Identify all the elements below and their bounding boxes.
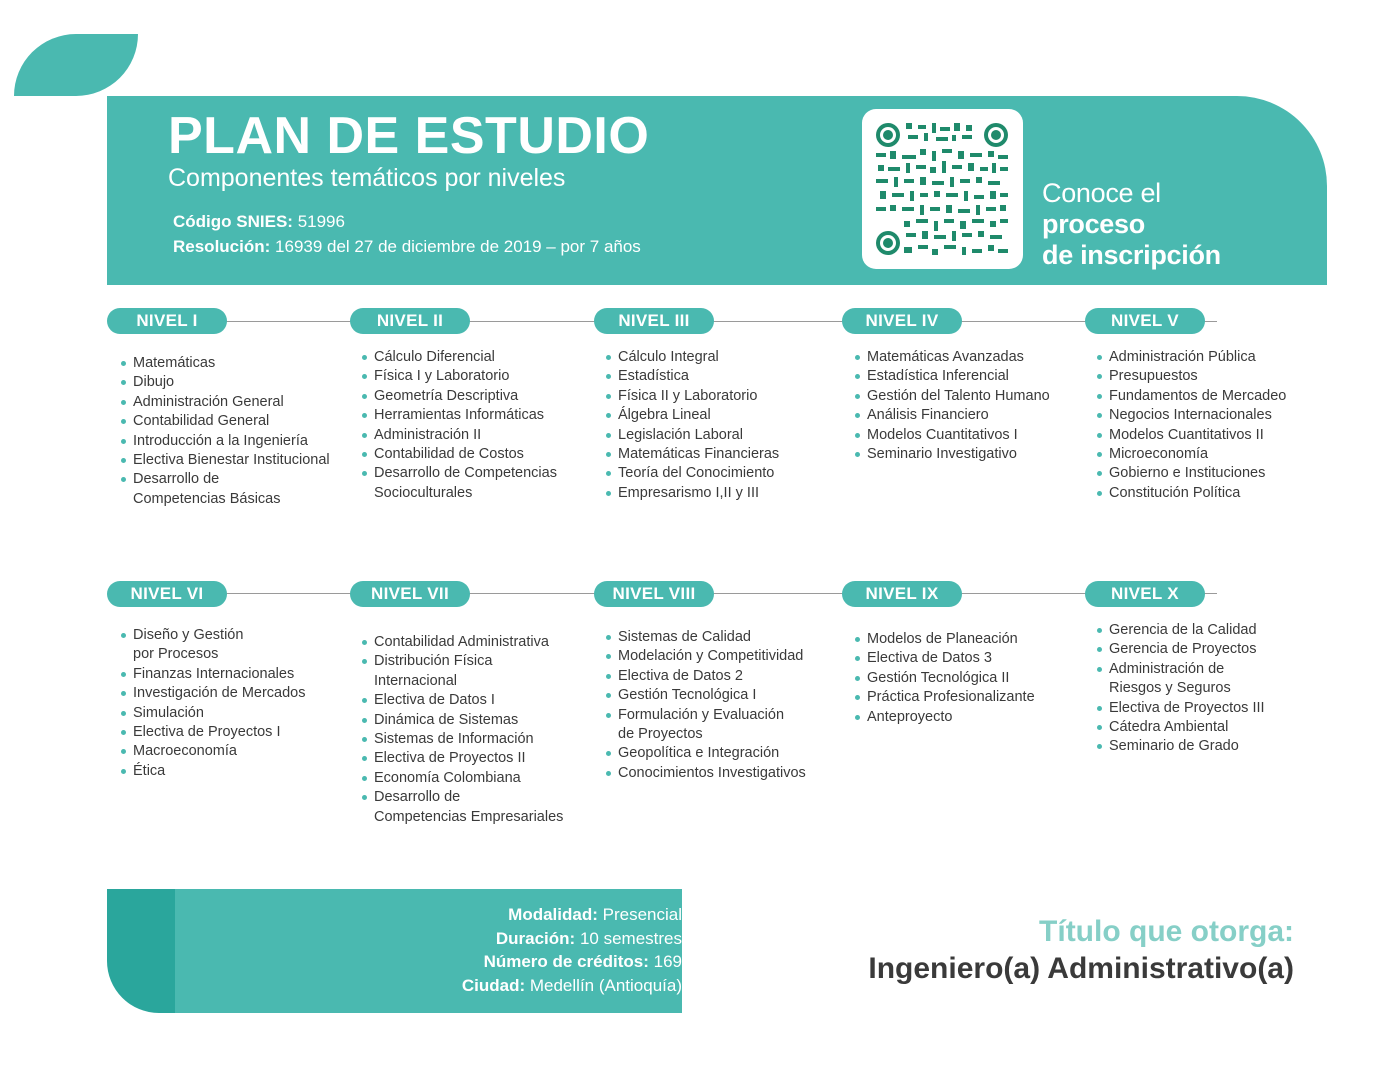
course-item: Modelos Cuantitativos II xyxy=(1097,426,1286,445)
course-item: Administración General xyxy=(121,393,330,412)
course-item: Matemáticas Financieras xyxy=(606,445,779,464)
course-item: Introducción a la Ingeniería xyxy=(121,432,330,451)
course-item: Matemáticas Avanzadas xyxy=(855,348,1050,367)
course-item: Contabilidad Administrativa xyxy=(362,633,563,652)
level-badge: NIVEL II xyxy=(350,308,470,334)
course-list xyxy=(121,626,306,781)
course-item: Dibujo xyxy=(121,373,330,392)
creditos-value: 169 xyxy=(653,952,682,971)
course-item: Geopolítica e Integración xyxy=(606,744,806,763)
course-item: Gerencia de la Calidad xyxy=(1097,621,1265,640)
course-item: Administración de xyxy=(1097,660,1265,679)
course-item: Cálculo Diferencial xyxy=(362,348,557,367)
snies-label: Código SNIES: xyxy=(173,212,293,231)
creditos-row xyxy=(462,950,682,974)
decorative-leaf xyxy=(14,34,138,96)
level-badge: NIVEL III xyxy=(594,308,714,334)
course-item: Desarrollo de xyxy=(121,470,330,489)
course-item: Legislación Laboral xyxy=(606,426,779,445)
ciudad-label: Ciudad: xyxy=(461,975,526,995)
level-badge: NIVEL VIII xyxy=(594,581,714,607)
course-item-continued: Riesgos y Seguros xyxy=(1109,680,1231,697)
course-item: Electiva de Datos I xyxy=(362,691,563,710)
program-info xyxy=(462,903,682,997)
course-item: Investigación de Mercados xyxy=(121,684,306,703)
page-title: PLAN DE ESTUDIO xyxy=(168,107,650,165)
course-item: Álgebra Lineal xyxy=(606,406,779,425)
course-item: Análisis Financiero xyxy=(855,406,1050,425)
qr-card[interactable] xyxy=(862,109,1023,269)
course-item: Sistemas de Calidad xyxy=(606,628,806,647)
course-item: Sistemas de Información xyxy=(362,730,563,749)
course-item: Fundamentos de Mercadeo xyxy=(1097,387,1286,406)
degree-title-label: Título que otorga: xyxy=(1039,915,1294,948)
course-item: Cátedra Ambiental xyxy=(1097,718,1265,737)
modalidad-value: Presencial xyxy=(602,905,682,924)
resolution xyxy=(173,235,641,259)
course-item: Seminario de Grado xyxy=(1097,737,1265,756)
course-item: Distribución Física xyxy=(362,652,563,671)
course-item: Teoría del Conocimiento xyxy=(606,464,779,483)
course-item: Cálculo Integral xyxy=(606,348,779,367)
course-item: Economía Colombiana xyxy=(362,769,563,788)
modalidad-label: Modalidad: xyxy=(508,905,598,924)
course-item: Electiva de Datos 2 xyxy=(606,667,806,686)
course-item: Macroeconomía xyxy=(121,742,306,761)
registration-cta[interactable] xyxy=(1042,178,1221,271)
course-item: Gobierno e Instituciones xyxy=(1097,464,1286,483)
course-item-continued: Competencias Empresariales xyxy=(374,808,564,825)
course-item: Ética xyxy=(121,762,306,781)
course-item: Estadística Inferencial xyxy=(855,367,1050,386)
course-item: Finanzas Internacionales xyxy=(121,665,306,684)
course-item: Electiva de Datos 3 xyxy=(855,649,1035,668)
course-list xyxy=(606,348,779,503)
course-item: Gerencia de Proyectos xyxy=(1097,640,1265,659)
course-item: Diseño y Gestión xyxy=(121,626,306,645)
course-item: Simulación xyxy=(121,704,306,723)
level-badge: NIVEL VI xyxy=(107,581,227,607)
course-item: Física I y Laboratorio xyxy=(362,367,557,386)
course-list xyxy=(362,633,563,827)
degree-title-value: Ingeniero(a) Administrativo(a) xyxy=(868,952,1294,985)
level-badge: NIVEL IX xyxy=(842,581,962,607)
course-item: Electiva de Proyectos II xyxy=(362,749,563,768)
duracion-label: Duración: xyxy=(495,928,576,948)
resolution-value: 16939 del 27 de diciembre de 2019 – por 7 años xyxy=(275,237,641,256)
course-item: Gestión Tecnológica I xyxy=(606,686,806,705)
course-list xyxy=(1097,348,1286,503)
course-item-continued: Internacional xyxy=(374,672,458,689)
course-item: Dinámica de Sistemas xyxy=(362,711,563,730)
creditos-label: Número de créditos: xyxy=(483,952,649,971)
course-item: Microeconomía xyxy=(1097,445,1286,464)
snies-value: 51996 xyxy=(297,212,345,231)
course-list xyxy=(855,630,1035,727)
course-item: Presupuestos xyxy=(1097,367,1286,386)
course-item: Seminario Investigativo xyxy=(855,445,1050,464)
course-list xyxy=(1097,621,1265,757)
course-item: Estadística xyxy=(606,367,779,386)
duracion-value: 10 semestres xyxy=(579,928,682,948)
course-item: Práctica Profesionalizante xyxy=(855,688,1035,707)
course-item-continued: Socioculturales xyxy=(374,484,473,501)
cta-line2: proceso xyxy=(1042,209,1145,239)
course-item-continued: Competencias Básicas xyxy=(133,490,281,507)
course-item: Geometría Descriptiva xyxy=(362,387,557,406)
course-item: Gestión Tecnológica II xyxy=(855,669,1035,688)
level-badge: NIVEL V xyxy=(1085,308,1205,334)
course-item: Conocimientos Investigativos xyxy=(606,764,806,783)
ciudad-row xyxy=(462,974,682,998)
course-item: Desarrollo de Competencias xyxy=(362,464,557,483)
course-item: Electiva de Proyectos III xyxy=(1097,699,1265,718)
snies-code xyxy=(173,210,345,234)
level-badge: NIVEL IV xyxy=(842,308,962,334)
course-list xyxy=(121,354,330,509)
course-item: Electiva de Proyectos I xyxy=(121,723,306,742)
course-item: Formulación y Evaluación xyxy=(606,706,806,725)
course-item: Matemáticas xyxy=(121,354,330,373)
course-item: Modelos Cuantitativos I xyxy=(855,426,1050,445)
course-item: Contabilidad de Costos xyxy=(362,445,557,464)
duracion-row xyxy=(462,927,682,951)
course-item: Contabilidad General xyxy=(121,412,330,431)
course-item: Desarrollo de xyxy=(362,788,563,807)
course-list xyxy=(606,628,806,783)
ciudad-value: Medellín (Antioquía) xyxy=(529,975,682,995)
course-item: Modelación y Competitividad xyxy=(606,647,806,666)
level-badge: NIVEL VII xyxy=(350,581,470,607)
page-subtitle: Componentes temáticos por niveles xyxy=(168,164,566,192)
course-item: Administración Pública xyxy=(1097,348,1286,367)
course-item: Herramientas Informáticas xyxy=(362,406,557,425)
course-item: Constitución Política xyxy=(1097,484,1286,503)
course-item: Anteproyecto xyxy=(855,708,1035,727)
course-item-continued: de Proyectos xyxy=(618,726,703,743)
course-item: Negocios Internacionales xyxy=(1097,406,1286,425)
course-item: Física II y Laboratorio xyxy=(606,387,779,406)
course-list xyxy=(855,348,1050,464)
level-badge: NIVEL X xyxy=(1085,581,1205,607)
cta-line3: de inscripción xyxy=(1042,240,1221,270)
level-badge: NIVEL I xyxy=(107,308,227,334)
course-item-continued: por Procesos xyxy=(133,646,219,663)
course-item: Modelos de Planeación xyxy=(855,630,1035,649)
resolution-label: Resolución: xyxy=(173,237,271,256)
modalidad-row xyxy=(462,903,682,927)
qr-code-icon[interactable] xyxy=(874,121,1010,257)
course-item: Empresarismo I,II y III xyxy=(606,484,779,503)
cta-line1: Conoce el xyxy=(1042,178,1161,208)
course-item: Electiva Bienestar Institucional xyxy=(121,451,330,470)
course-item: Administración II xyxy=(362,426,557,445)
course-list xyxy=(362,348,557,503)
course-item: Gestión del Talento Humano xyxy=(855,387,1050,406)
